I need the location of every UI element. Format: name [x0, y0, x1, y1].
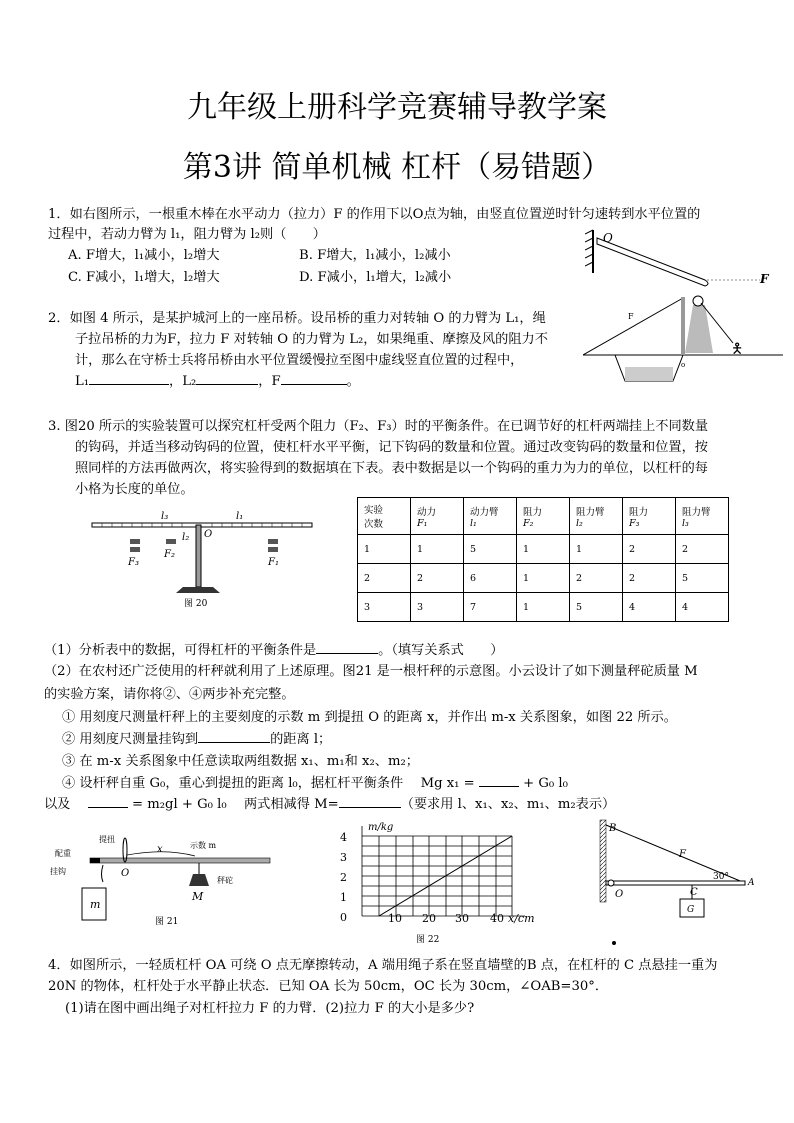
svg-text:O: O [121, 868, 130, 879]
table-cell: 1 [570, 535, 623, 564]
svg-text:挂钩: 挂钩 [50, 867, 66, 876]
svg-text:M: M [192, 890, 204, 903]
page-title: 九年级上册科学竞赛辅导教学案 [187, 90, 607, 125]
q3-part2: 的实验方案，请你将②、④两步补充完整。 [44, 687, 295, 702]
table-row [358, 535, 729, 564]
q4-text: 20N 的物体，杠杆处于水平静止状态．已知 OA 长为 50cm，OC 长为 30cm，∠OAB=30°． [48, 979, 609, 994]
q3-text: 小格为长度的单位。 [75, 482, 194, 497]
table-row [358, 593, 729, 622]
q3-step4-cont: 以及 = m₂gl + G₀ l₀ 两式相减得 M= （要求用 l、x₁、x₂、m₁、m₂表示） [44, 797, 616, 812]
q2-blanks: L₁ ，L₂ ，F 。 [75, 374, 360, 389]
q1-option-b: B. F增大，l₁减小，l₂减小 [299, 248, 451, 263]
table-cell: 2 [411, 564, 464, 593]
svg-text:l₂: l₂ [182, 532, 190, 543]
svg-text:1: 1 [340, 891, 347, 904]
q3-step4: ④ 设杆秤自重 G₀，重心到提扭的距离 l₀，据杠杆平衡条件 Mg x₁ = + G₀ l₀ [62, 776, 568, 791]
svg-text:示数 m: 示数 m [190, 841, 217, 850]
svg-text:图 20: 图 20 [184, 599, 208, 609]
svg-text:F₁: F₁ [268, 557, 279, 568]
table-cell: 阻力臂 l₂ [570, 498, 623, 535]
svg-text:O: O [603, 231, 613, 245]
svg-text:4: 4 [340, 831, 347, 844]
table-cell: 7 [464, 593, 517, 622]
svg-text:G: G [687, 905, 695, 915]
q1-option-d: D. F减小，l₁增大，l₂减小 [299, 270, 452, 285]
table-cell: 5 [570, 593, 623, 622]
svg-text:🯅: 🯅 [731, 341, 744, 357]
svg-text:30°: 30° [713, 872, 729, 882]
svg-text:o: o [681, 361, 686, 369]
table-cell: 5 [464, 535, 517, 564]
svg-text:图 21: 图 21 [155, 917, 179, 927]
table-cell: 1 [517, 535, 570, 564]
svg-text:C: C [690, 887, 698, 898]
q4-text: (1)请在图中画出绳子对杠杆拉力 F 的力臂．(2)拉力 F 的大小是多少? [65, 1001, 475, 1016]
svg-text:秤砣: 秤砣 [217, 876, 233, 885]
svg-text:40: 40 [490, 912, 504, 925]
svg-text:l₁: l₁ [236, 511, 244, 522]
fig21-steelyard [45, 820, 285, 935]
table-cell: 2 [676, 535, 729, 564]
svg-text:2: 2 [340, 871, 347, 884]
q2-text: 计，那么在守桥士兵将吊桥由水平位置缓慢拉至图中虚线竖直位置的过程中， [75, 353, 524, 368]
q3-step2: ② 用刻度尺测量挂钩到 的距离 l； [62, 732, 332, 747]
q1-option-c: C. F减小，l₁增大，l₂增大 [68, 270, 220, 285]
answer-blank[interactable] [339, 795, 401, 808]
svg-text:F: F [679, 849, 686, 860]
table-row [358, 564, 729, 593]
table-cell: 2 [623, 535, 676, 564]
svg-text:m: m [90, 898, 101, 911]
svg-text:F₃: F₃ [128, 557, 139, 568]
q3-text: 的钩码，并适当移动钩码的位置，使杠杆水平平衡，记下钩码的数量和位置。通过改变钩码的数量和位置，按 [75, 440, 708, 455]
svg-text:O: O [615, 889, 624, 900]
svg-text:B: B [609, 823, 617, 834]
answer-blank[interactable] [88, 795, 128, 808]
q3-step1: ① 用刻度尺测量杆秤上的主要刻度的示数 m 到提扭 O 的距离 x，并作出 m-x 关系图象，如图 22 所示。 [62, 710, 677, 725]
svg-text:x: x [157, 844, 163, 855]
svg-text:配重: 配重 [55, 849, 71, 858]
q4-text: 4．如图所示，一轻质杠杆 OA 可绕 O 点无摩擦转动，A 端用绳子系在竖直墙壁的B 点，在杠杆的 C 点悬挂一重为 [48, 958, 718, 973]
table-cell: 5 [676, 564, 729, 593]
svg-text:A: A [748, 878, 755, 888]
table-cell: 1 [517, 564, 570, 593]
table-cell: 3 [411, 593, 464, 622]
answer-blank[interactable] [479, 774, 519, 787]
page-subtitle: 第3讲 简单机械 杠杆（易错题） [182, 150, 612, 185]
q3-part1: （1）分析表中的数据，可得杠杆的平衡条件是 。（填写关系式 ） [44, 643, 504, 658]
svg-text:F: F [628, 312, 634, 321]
q3-text: 3. 图20 所示的实验装置可以探究杠杆受两个阻力（F₂、F₃）时的平衡条件。在已调节好的杠杆两端挂上不同数量 [48, 419, 709, 434]
table-cell: 3 [358, 593, 411, 622]
fig22-m-x-graph [330, 818, 540, 948]
svg-text:x/cm: x/cm [508, 912, 535, 925]
svg-text:m/kg: m/kg [368, 822, 394, 833]
answer-blank[interactable] [198, 730, 270, 743]
svg-text:10: 10 [388, 912, 402, 925]
answer-blank[interactable] [89, 372, 169, 385]
answer-blank[interactable] [281, 372, 347, 385]
table-cell: 实验 次数 [358, 498, 411, 535]
table-cell: 4 [676, 593, 729, 622]
svg-text:F: F [760, 272, 769, 286]
q3-text: 照同样的方法再做两次，将实验得到的数据填在下表。表中数据是以一个钩码的重力为力的单位，以杠杆的每 [75, 461, 708, 476]
table-header-row [358, 498, 729, 535]
table-cell: 2 [358, 564, 411, 593]
q1-figure [585, 228, 785, 288]
svg-text:提扭: 提扭 [99, 835, 115, 844]
table-cell: 6 [464, 564, 517, 593]
svg-text:l₃: l₃ [161, 511, 169, 522]
table-cell: 动力臂 l₁ [464, 498, 517, 535]
table-cell: 阻力 F₃ [623, 498, 676, 535]
table-cell: 动力 F₁ [411, 498, 464, 535]
q2-text: 2．如图 4 所示，是某护城河上的一座吊桥。设吊桥的重力对转轴 O 的力臂为 L₁，绳 [48, 311, 546, 326]
table-cell: 1 [517, 593, 570, 622]
svg-text:图 22: 图 22 [416, 935, 440, 945]
q4-lever-figure [595, 815, 775, 950]
experiment-data-table [357, 497, 729, 622]
table-cell: 4 [623, 593, 676, 622]
svg-text:20: 20 [422, 912, 436, 925]
table-cell: 阻力臂 l₃ [676, 498, 729, 535]
q1-text: 1．如右图所示，一根重木棒在水平动力（拉力）F 的作用下以O点为轴，由竖直位置逆时针匀速转到水平位置的 [48, 207, 701, 222]
table-cell: 1 [358, 535, 411, 564]
table-cell: 1 [411, 535, 464, 564]
svg-text:0: 0 [340, 911, 347, 924]
svg-text:30: 30 [455, 912, 469, 925]
table-cell: 阻力 F₂ [517, 498, 570, 535]
svg-text:O: O [204, 529, 213, 540]
q2-text: 子拉吊桥的力为F，拉力 F 对转轴 O 的力臂为 L₂，如果绳重、摩擦及风的阻力不 [75, 332, 548, 347]
fig20-lever-apparatus [88, 505, 348, 610]
table-cell: 2 [623, 564, 676, 593]
q2-drawbridge-figure [583, 295, 783, 385]
q1-text: 过程中，若动力臂为 l₁，阻力臂为 l₂则（ ） [48, 227, 326, 242]
q1-option-a: A. F增大，l₁减小，l₂增大 [68, 248, 220, 263]
svg-text:3: 3 [340, 851, 347, 864]
answer-blank[interactable] [316, 641, 378, 654]
q3-part2: （2）在农村还广泛使用的杆秤就利用了上述原理。图21 是一根杆秤的示意图。小云设计了如下测量秤砣质量 M [44, 664, 698, 679]
table-cell: 2 [570, 564, 623, 593]
q3-step3: ③ 在 m-x 关系图象中任意读取两组数据 x₁、m₁和 x₂、m₂； [62, 754, 419, 769]
svg-text:F₂: F₂ [164, 549, 175, 560]
answer-blank[interactable] [196, 372, 258, 385]
